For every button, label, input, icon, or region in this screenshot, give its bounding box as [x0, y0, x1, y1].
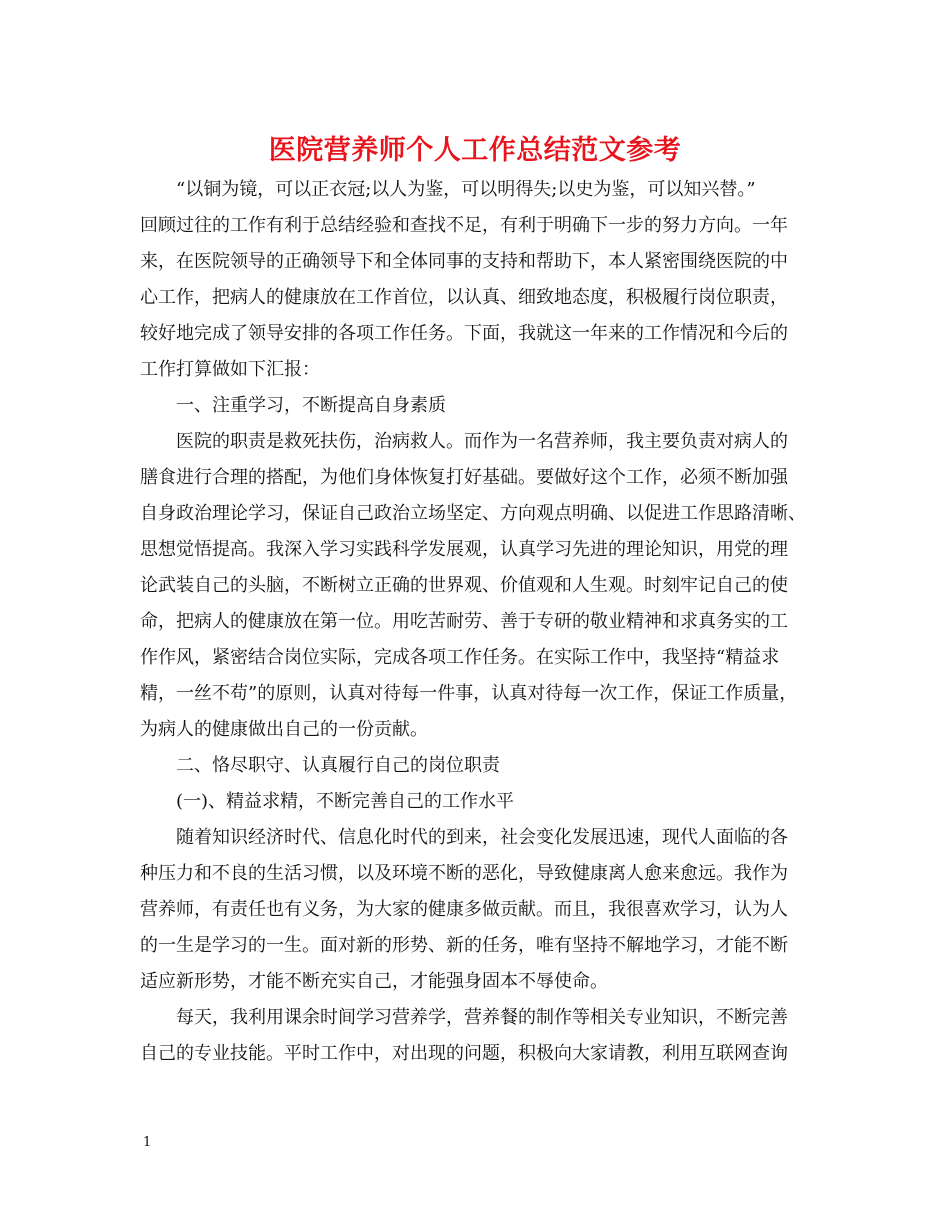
- body-line: “以铜为镜，可以正衣冠;以人为鉴，可以明得失;以史为鉴，可以知兴替。”: [176, 179, 756, 200]
- body-line: 随着知识经济时代、信息化时代的到来，社会变化发展迅速，现代人面临的各: [176, 827, 788, 848]
- body-line: 自身政治理论学习，保证自己政治立场坚定、方向观点明确、以促进工作思路清晰、: [140, 503, 806, 524]
- subsection-heading: (一)、精益求精，不断完善自己的工作水平: [176, 791, 515, 812]
- body-line: 论武装自己的头脑，不断树立正确的世界观、价值观和人生观。时刻牢记自己的使: [140, 575, 788, 596]
- body-line: 回顾过往的工作有利于总结经验和查找不足，有利于明确下一步的努力方向。一年: [140, 215, 788, 236]
- body-line: 作作风，紧密结合岗位实际，完成各项工作任务。在实际工作中，我坚持“精益求: [140, 647, 780, 668]
- body-line: 为病人的健康做出自己的一份贡献。: [140, 719, 428, 740]
- body-line: 医院的职责是救死扶伤，治病救人。而作为一名营养师，我主要负责对病人的: [176, 431, 788, 452]
- page-number: 1: [143, 1135, 152, 1150]
- body-line: 适应新形势，才能不断充实自己，才能强身固本不辱使命。: [140, 971, 608, 992]
- document-title: 医院营养师个人工作总结范文参考: [268, 135, 682, 166]
- body-line: 种压力和不良的生活习惯，以及环境不断的恶化，导致健康离人愈来愈远。我作为: [140, 863, 788, 884]
- body-line: 来，在医院领导的正确领导下和全体同事的支持和帮助下，本人紧密围绕医院的中: [140, 251, 788, 272]
- body-line: 精，一丝不苟”的原则，认真对待每一件事，认真对待每一次工作，保证工作质量，: [140, 683, 798, 704]
- body-line: 心工作，把病人的健康放在工作首位，以认真、细致地态度，积极履行岗位职责，: [140, 287, 788, 308]
- section-heading: 一、注重学习，不断提高自身素质: [176, 395, 446, 416]
- body-line: 营养师，有责任也有义务，为大家的健康多做贡献。而且，我很喜欢学习，认为人: [140, 899, 788, 920]
- body-line: 思想觉悟提高。我深入学习实践科学发展观，认真学习先进的理论知识，用党的理: [140, 539, 788, 560]
- body-line: 命，把病人的健康放在第一位。用吃苦耐劳、善于专研的敬业精神和求真务实的工: [140, 611, 788, 632]
- body-line: 较好地完成了领导安排的各项工作任务。下面，我就这一年来的工作情况和今后的: [140, 323, 788, 344]
- body-line: 每天，我利用课余时间学习营养学，营养餐的制作等相关专业知识，不断完善: [176, 1007, 788, 1028]
- body-line: 自己的专业技能。平时工作中，对出现的问题，积极向大家请教，利用互联网查询: [140, 1043, 788, 1064]
- section-heading: 二、恪尽职守、认真履行自己的岗位职责: [176, 755, 500, 776]
- body-line: 膳食进行合理的搭配，为他们身体恢复打好基础。要做好这个工作，必须不断加强: [140, 467, 788, 488]
- body-line: 的一生是学习的一生。面对新的形势、新的任务，唯有坚持不解地学习，才能不断: [140, 935, 788, 956]
- body-line: 工作打算做如下汇报：: [140, 359, 320, 380]
